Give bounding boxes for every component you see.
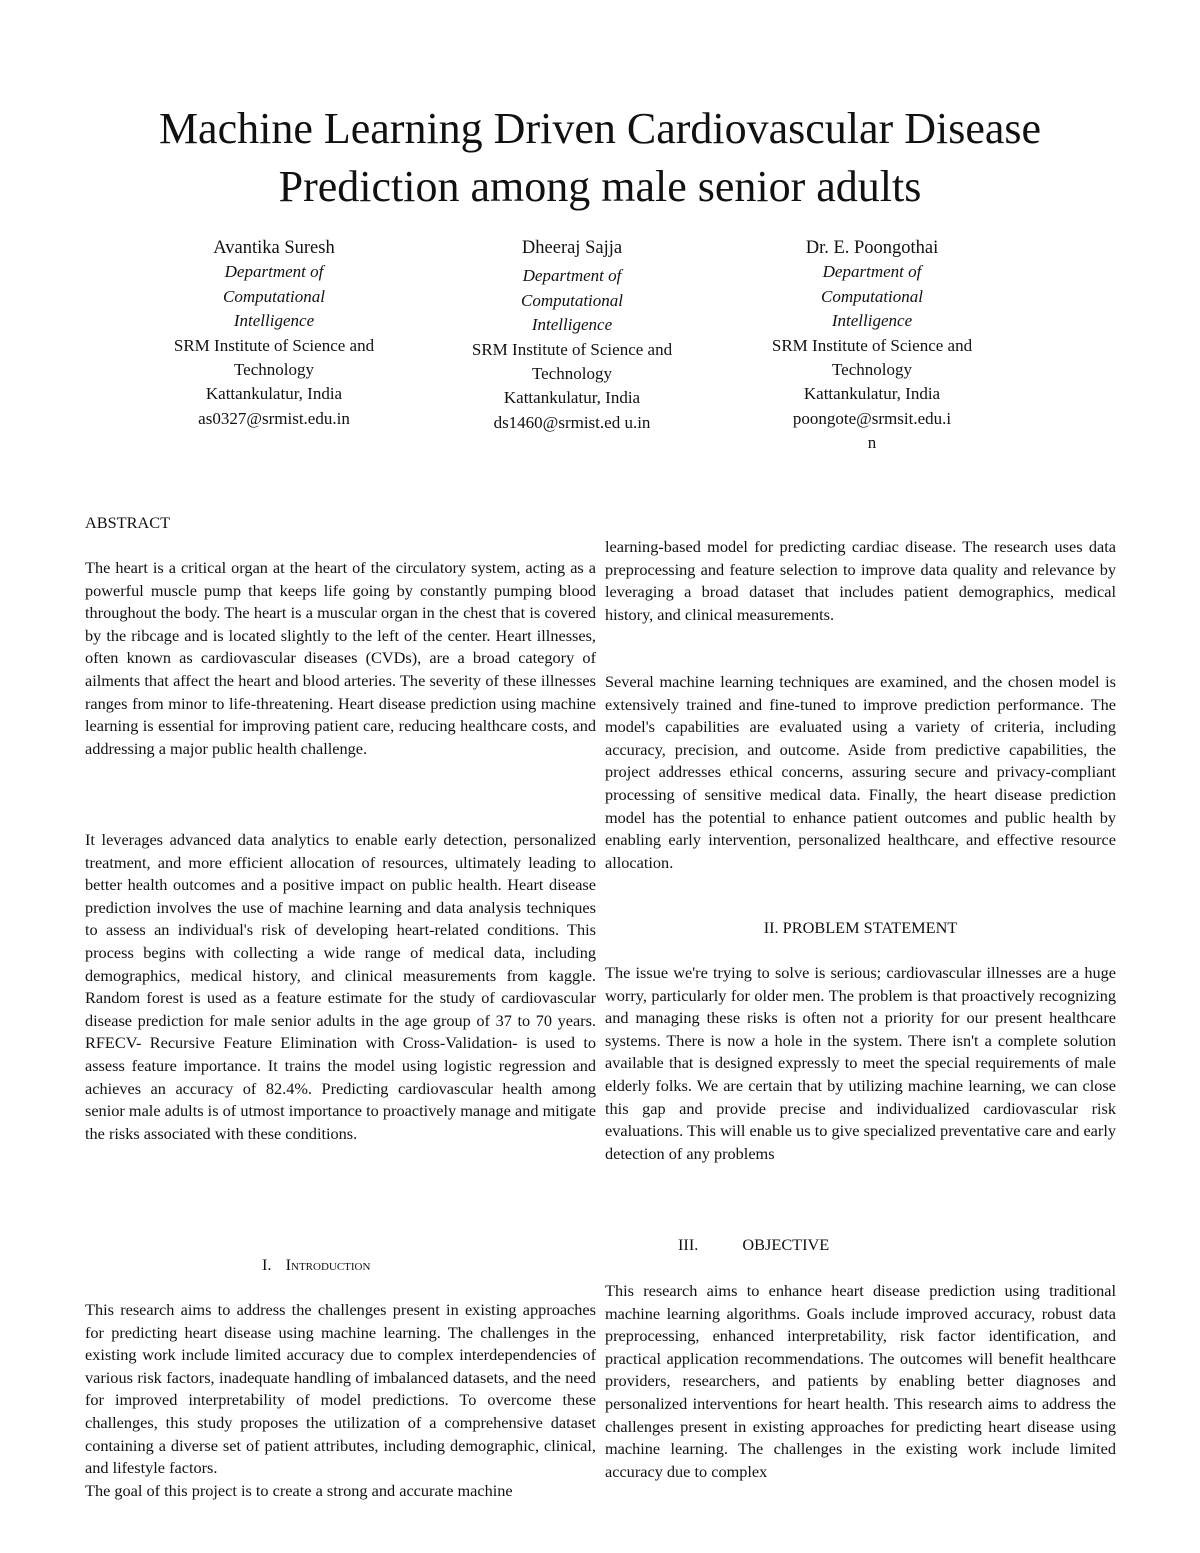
department-line: Computational <box>820 286 923 306</box>
introduction-paragraph-2-continued <box>605 536 1116 626</box>
author-name: Dr. E. Poongothai <box>805 238 939 258</box>
department-line: Department of <box>822 262 922 282</box>
title-line-2: Prediction among male senior adults <box>278 162 922 211</box>
author-institute <box>732 334 1012 383</box>
author-location: Kattankulatur, India <box>803 384 941 404</box>
paragraph-text: learning-based model for predicting cardiac disease. The research uses data preprocessing and feature selection to improve data quality and relevance by leveraging a broad dataset that includes patient demographics, medical history, and clinical measurements. <box>605 537 1116 624</box>
introduction-heading <box>262 1254 370 1276</box>
author-department <box>134 260 414 333</box>
author-department <box>732 260 1012 333</box>
institute-line: SRM Institute of Science and <box>771 335 973 355</box>
paragraph-text: This research aims to address the challenges present in existing approaches for predicting heart disease using machine learning. The challenges in the existing work include limited accuracy due to complex interdependencies of various risk factors, inadequate handling of imbalanced datasets, and the need for improved interpretability of model predictions. To overcome these challenges, this study proposes the utilization of a comprehensive dataset containing a diverse set of patient attributes, including demographic, clinical, and lifestyle factors. <box>85 1300 596 1478</box>
department-line: Computational <box>520 290 623 310</box>
section-number: III. <box>678 1235 699 1254</box>
paragraph-text: It leverages advanced data analytics to enable early detection, personalized treatment, and more efficient allocation of resources, ultimately leading to better health outcomes and a positive impact on public health. Heart disease prediction involves the use of machine learning and data analysis techniques to assess an individual's risk of developing heart-related conditions. This process begins with collecting a wide range of medical data, including demographics, medical history, and clinical measurements from kaggle. Random forest is used as a feature estimate for the study of cardiovascular disease prediction for male senior adults in the age group of 37 to 70 years. RFECV- Recursive Feature Elimination with Cross-Validation- is used to assess feature importance. It trains the model using logistic regression and achieves an accuracy of 82.4%. Predicting cardiovascular health among senior male adults is of utmost importance to proactively manage and mitigate the risks associated with these conditions. <box>85 830 596 1143</box>
paper-title <box>80 100 1120 216</box>
section-number: I. <box>262 1255 272 1274</box>
author-institute <box>432 338 712 387</box>
objective-heading <box>678 1234 829 1256</box>
department-line: Intelligence <box>531 315 613 335</box>
institute-line: Technology <box>831 360 912 380</box>
paragraph-text: The heart is a critical organ at the heart of the circulatory system, acting as a powerful muscle pump that keeps life going by constantly pumping blood throughout the body. The heart is a muscular organ in the chest that is covered by the ribcage and is located slightly to the left of the center. Heart illnesses, often known as cardiovascular diseases (CVDs), are a broad category of ailments that affect the heart and blood arteries. The severity of these illnesses ranges from minor to life-threatening. Heart disease prediction using machine learning is essential for improving patient care, reducing healthcare costs, and addressing a major public health challenge. <box>85 558 596 758</box>
author-institute <box>134 334 414 383</box>
author-location: Kattankulatur, India <box>205 384 343 404</box>
author-name: Dheeraj Sajja <box>521 238 623 258</box>
paragraph-text: This research aims to enhance heart disease prediction using traditional machine learning algorithms. Goals include improved accuracy, robust data preprocessing, enhanced interpretability, risk factor identification, and practical application recommendations. The outcomes will benefit healthcare providers, researchers, and patients by enabling better diagnoses and personalized interventions for heart health. This research aims to address the challenges present in existing approaches for predicting heart disease using machine learning. The challenges in the existing work include limited accuracy due to complex <box>605 1281 1116 1481</box>
author-location: Kattankulatur, India <box>503 388 641 408</box>
department-line: Intelligence <box>233 311 315 331</box>
author-block-3 <box>732 236 1012 456</box>
department-line: Computational <box>222 286 325 306</box>
paragraph-text: The goal of this project is to create a strong and accurate machine <box>85 1480 513 1500</box>
author-department <box>432 264 712 337</box>
problem-statement-heading: II. PROBLEM STATEMENT <box>763 918 958 937</box>
paragraph-text: Several machine learning techniques are examined, and the chosen model is extensively trained and fine-tuned to improve prediction performance. The model's capabilities are evaluated using a variety of criteria, including accuracy, precision, and outcome. Aside from predictive capabilities, the project addresses ethical concerns, assuring secure and privacy-compliant processing of sensitive medical data. Finally, the heart disease prediction model has the potential to enhance patient outcomes and public health by enabling early intervention, personalized healthcare, and effective resource allocation. <box>605 672 1116 872</box>
email-line: n <box>867 433 877 453</box>
author-block-1 <box>134 236 414 431</box>
author-name: Avantika Suresh <box>213 238 335 258</box>
author-block-2 <box>432 236 712 435</box>
department-line: Department of <box>224 262 324 282</box>
institute-line: SRM Institute of Science and <box>471 339 673 359</box>
objective-paragraph <box>605 1280 1116 1483</box>
paragraph-text: The issue we're trying to solve is serious; cardiovascular illnesses are a huge worry, particularly for older men. The problem is that proactively recognizing and managing these risks is often not a priority for our present healthcare systems. There is now a hole in the system. There isn't a complete solution available that is designed expressly to meet the special requirements of male elderly folks. We are certain that by utilizing machine learning, we can close this gap and provide precise and individualized cardiovascular risk evaluations. This will enable us to give specialized preventative care and early detection of any problems <box>605 963 1116 1163</box>
author-email <box>134 407 414 431</box>
introduction-paragraph-3 <box>605 671 1116 874</box>
author-email <box>432 411 712 435</box>
department-line: Intelligence <box>831 311 913 331</box>
abstract-heading: ABSTRACT <box>85 513 171 532</box>
problem-statement-paragraph <box>605 962 1116 1165</box>
institute-line: Technology <box>233 360 314 380</box>
abstract-paragraph-2 <box>85 829 596 1145</box>
email-line: poongote@srmsit.edu.i <box>792 408 952 428</box>
institute-line: Technology <box>531 364 612 384</box>
email-line: as0327@srmist.edu.in <box>198 408 350 428</box>
email-line: ds1460@srmist.ed u.in <box>493 412 651 432</box>
institute-line: SRM Institute of Science and <box>173 335 375 355</box>
title-line-1: Machine Learning Driven Cardiovascular Disease <box>158 104 1042 153</box>
abstract-paragraph-1 <box>85 557 596 760</box>
section-title: OBJECTIVE <box>742 1235 830 1254</box>
author-email <box>732 407 1012 456</box>
introduction-paragraph-1 <box>85 1299 596 1502</box>
section-title: Introduction <box>285 1255 371 1274</box>
department-line: Department of <box>522 266 622 286</box>
